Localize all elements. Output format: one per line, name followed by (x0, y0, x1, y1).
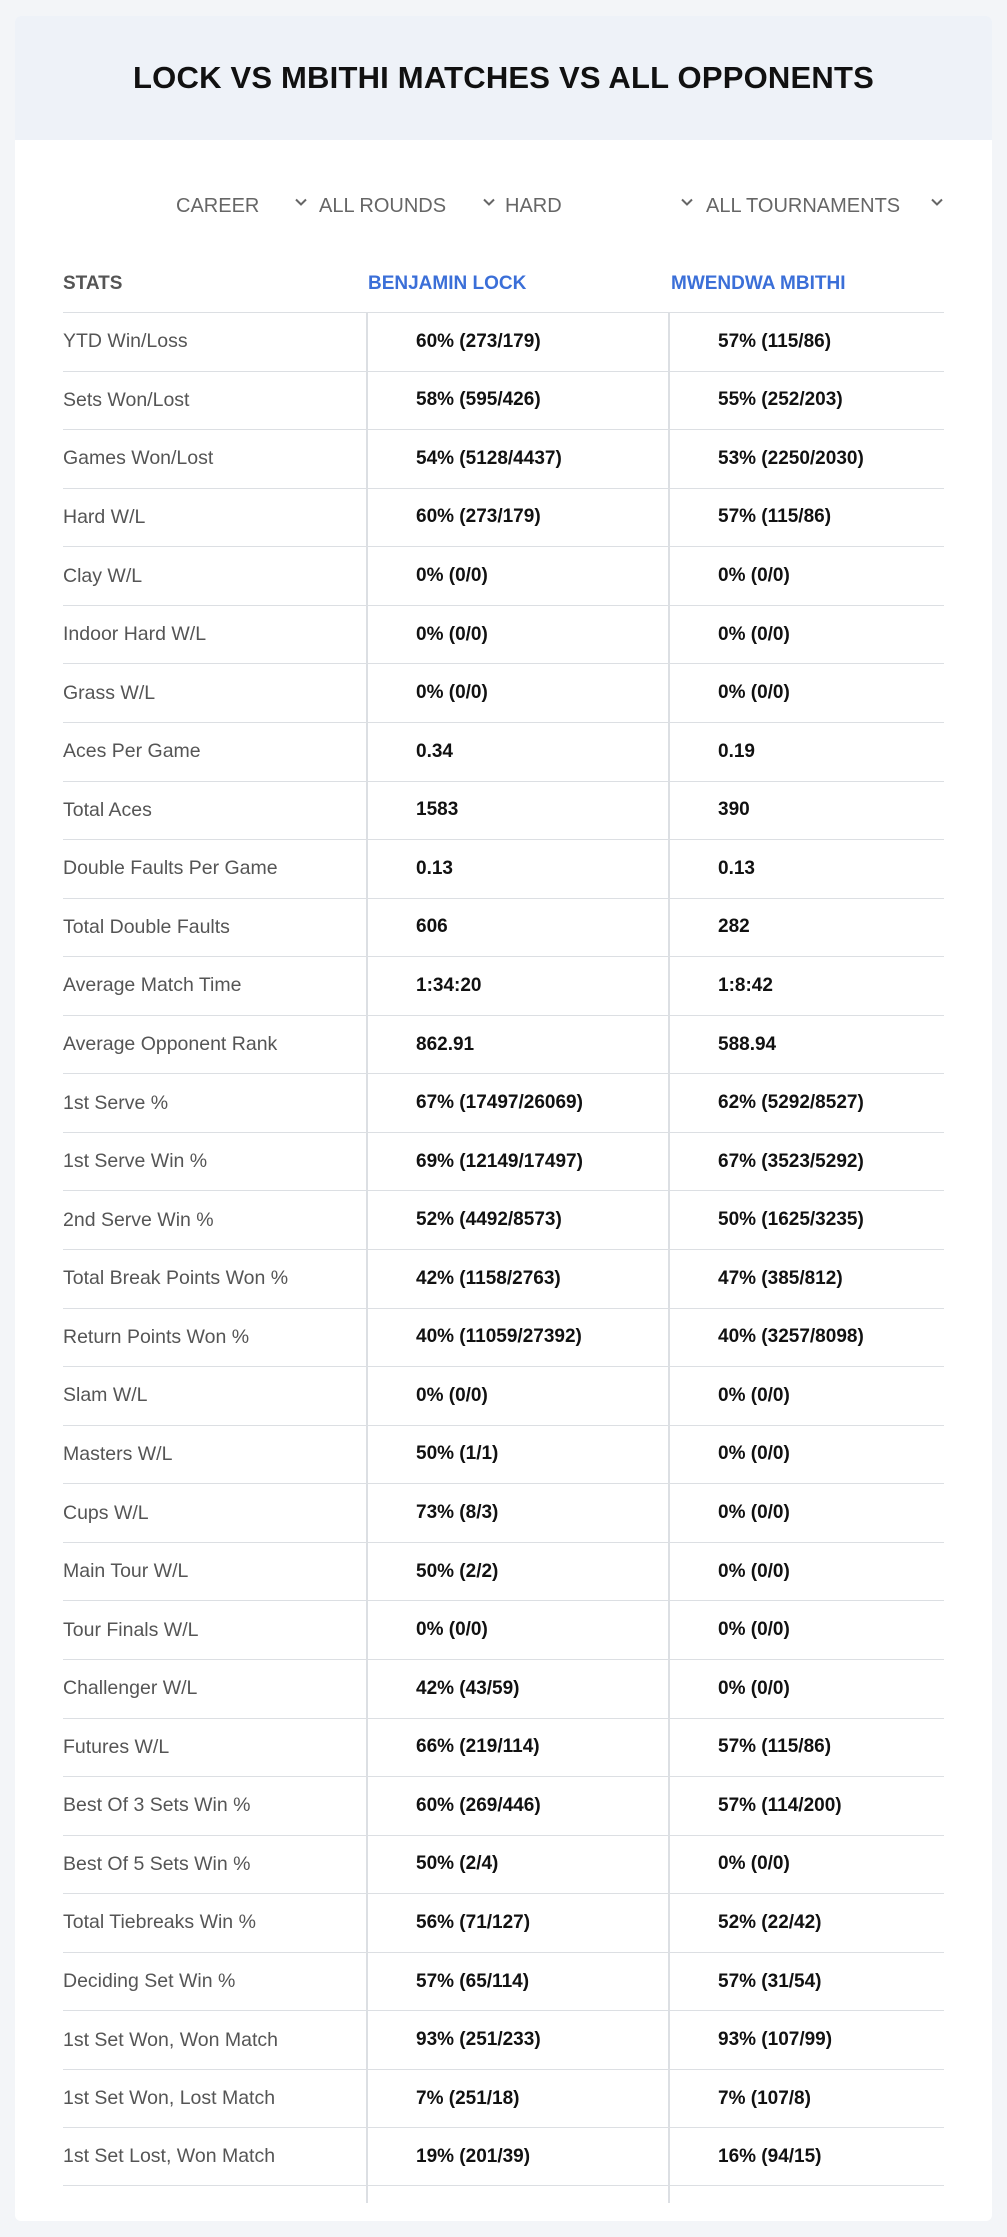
player1-stat-value: 19% (201/39) (416, 2145, 531, 2167)
table-row (63, 1073, 944, 1132)
player1-stat-value: 60% (273/179) (416, 506, 541, 528)
table-row (63, 1776, 944, 1835)
table-row (63, 1190, 944, 1249)
table-row (63, 1542, 944, 1601)
table-row (63, 1015, 944, 1074)
player2-stat-value: 50% (1625/3235) (718, 1209, 864, 1231)
table-row (63, 898, 944, 957)
surface-dropdown[interactable] (505, 186, 562, 226)
table-row (63, 722, 944, 781)
table-row (63, 839, 944, 898)
player1-stat-value: 93% (251/233) (416, 2029, 541, 2051)
player2-stat-value: 0% (0/0) (718, 1560, 790, 1582)
table-row (63, 1249, 944, 1308)
player1-stat-value: 7% (251/18) (416, 2087, 520, 2109)
player2-stat-value: 40% (3257/8098) (718, 1326, 864, 1348)
table-row (63, 1308, 944, 1367)
player1-stat-value: 60% (269/446) (416, 1794, 541, 1816)
player1-stat-value: 0% (0/0) (416, 1619, 488, 1641)
stat-label: Cups W/L (63, 1501, 149, 1524)
stats-table (63, 312, 944, 2186)
player2-stat-value: 0.13 (718, 857, 755, 879)
player2-stat-value: 0% (0/0) (718, 1502, 790, 1524)
player2-stat-value: 0% (0/0) (718, 1677, 790, 1699)
table-row (63, 605, 944, 664)
stat-label: Double Faults Per Game (63, 857, 278, 880)
stat-label: Aces Per Game (63, 740, 201, 763)
player2-stat-value: 0% (0/0) (718, 1443, 790, 1465)
stat-label: Return Points Won % (63, 1325, 250, 1348)
player2-stat-value: 57% (31/54) (718, 1970, 822, 1992)
page-title: LOCK VS MBITHI MATCHES VS ALL OPPONENTS (133, 60, 874, 95)
player1-stat-value: 606 (416, 916, 448, 938)
table-row (63, 1835, 944, 1894)
table-row (63, 2069, 944, 2128)
rounds-dropdown-value: ALL ROUNDS (319, 194, 447, 217)
tournaments-dropdown-value: ALL TOURNAMENTS (706, 194, 901, 217)
player1-stat-value: 50% (1/1) (416, 1443, 499, 1465)
player2-stat-value: 16% (94/15) (718, 2145, 822, 2167)
table-row (63, 312, 944, 371)
player1-stat-value: 73% (8/3) (416, 1502, 499, 1524)
chevron-down-icon (930, 195, 944, 209)
chevron-down-icon (680, 195, 694, 209)
player1-stat-value: 1583 (416, 799, 459, 821)
table-row (63, 371, 944, 430)
table-row (63, 2010, 944, 2069)
player1-stat-value: 1:34:20 (416, 974, 482, 996)
stat-label: Clay W/L (63, 564, 143, 587)
player1-stat-value: 0% (0/0) (416, 623, 488, 645)
player2-stat-value: 7% (107/8) (718, 2087, 811, 2109)
table-row (63, 1659, 944, 1718)
period-dropdown-value: CAREER (176, 194, 260, 217)
stat-label: Games Won/Lost (63, 447, 214, 470)
stat-label: Sets Won/Lost (63, 388, 190, 411)
stat-label: Average Match Time (63, 974, 242, 997)
player1-stat-value: 66% (219/114) (416, 1736, 540, 1758)
stat-label: Total Aces (63, 798, 152, 821)
player2-stat-value: 0% (0/0) (718, 1853, 790, 1875)
period-dropdown[interactable] (176, 186, 259, 226)
stat-label: Best Of 5 Sets Win % (63, 1852, 251, 1875)
table-row (63, 956, 944, 1015)
stats-card (15, 16, 992, 2221)
table-row (63, 1718, 944, 1777)
player1-stat-value: 50% (2/2) (416, 1560, 499, 1582)
chevron-down-icon (294, 195, 308, 209)
stat-label: Total Break Points Won % (63, 1267, 289, 1290)
stat-label: Challenger W/L (63, 1677, 198, 1700)
table-row (63, 1132, 944, 1191)
table-row (63, 429, 944, 488)
player1-stat-value: 57% (65/114) (416, 1970, 530, 1992)
table-row (63, 1425, 944, 1484)
player2-stat-value: 52% (22/42) (718, 1911, 822, 1933)
table-row (63, 663, 944, 722)
player2-stat-value: 390 (718, 799, 750, 821)
player1-stat-value: 0.34 (416, 740, 453, 762)
stat-label: Masters W/L (63, 1442, 173, 1465)
stat-label: Grass W/L (63, 681, 156, 704)
stat-label: Tour Finals W/L (63, 1618, 199, 1641)
stat-label: Total Tiebreaks Win % (63, 1911, 256, 1934)
stat-label: 1st Set Lost, Won Match (63, 2145, 276, 2168)
player1-stat-value: 0% (0/0) (416, 682, 488, 704)
stats-column-header: STATS (63, 273, 123, 294)
player1-stat-value: 69% (12149/17497) (416, 1150, 583, 1172)
player2-stat-value: 47% (385/812) (718, 1267, 843, 1289)
player2-stat-value: 0% (0/0) (718, 682, 790, 704)
chevron-down-icon (482, 195, 496, 209)
player2-link[interactable]: MWENDWA MBITHI (671, 273, 846, 294)
table-row (63, 546, 944, 605)
table-row (63, 1893, 944, 1952)
stat-label: Slam W/L (63, 1384, 148, 1407)
player2-stat-value: 0% (0/0) (718, 623, 790, 645)
player1-stat-value: 40% (11059/27392) (416, 1326, 582, 1348)
player2-stat-value: 53% (2250/2030) (718, 447, 864, 469)
player2-stat-value: 282 (718, 916, 750, 938)
player1-stat-value: 50% (2/4) (416, 1853, 499, 1875)
table-row (63, 488, 944, 547)
stat-label: Futures W/L (63, 1735, 170, 1758)
filter-bar (15, 186, 992, 226)
player1-stat-value: 862.91 (416, 1033, 475, 1055)
stat-label: Main Tour W/L (63, 1560, 189, 1583)
stat-label: Deciding Set Win % (63, 1970, 236, 1993)
table-row (63, 1366, 944, 1425)
player1-stat-value: 0.13 (416, 857, 453, 879)
player1-stat-value: 42% (43/59) (416, 1677, 520, 1699)
player2-stat-value: 1:8:42 (718, 974, 773, 996)
player2-stat-value: 93% (107/99) (718, 2029, 833, 2051)
player2-stat-value: 62% (5292/8527) (718, 1092, 864, 1114)
card-header (15, 16, 992, 140)
stat-label: 1st Serve % (63, 1091, 169, 1114)
stat-label: 1st Set Won, Won Match (63, 2028, 278, 2051)
stat-label: 1st Serve Win % (63, 1150, 208, 1173)
player1-stat-value: 56% (71/127) (416, 1911, 531, 1933)
table-row (63, 1952, 944, 2011)
player1-stat-value: 42% (1158/2763) (416, 1267, 561, 1289)
player2-stat-value: 0% (0/0) (718, 1619, 790, 1641)
player2-stat-value: 57% (115/86) (718, 330, 832, 352)
stat-label: YTD Win/Loss (63, 330, 188, 353)
table-row (63, 1483, 944, 1542)
player2-stat-value: 0% (0/0) (718, 1384, 790, 1406)
rounds-dropdown[interactable] (319, 186, 446, 226)
player2-stat-value: 57% (114/200) (718, 1794, 842, 1816)
player1-stat-value: 0% (0/0) (416, 565, 488, 587)
player1-stat-value: 54% (5128/4437) (416, 447, 562, 469)
player2-stat-value: 0% (0/0) (718, 565, 790, 587)
stat-label: 2nd Serve Win % (63, 1208, 214, 1231)
surface-dropdown-value: HARD (505, 194, 562, 217)
tournaments-dropdown[interactable] (706, 186, 900, 226)
stat-label: Average Opponent Rank (63, 1033, 278, 1056)
player1-stat-value: 67% (17497/26069) (416, 1092, 583, 1114)
player2-stat-value: 57% (115/86) (718, 506, 832, 528)
table-row (63, 2127, 944, 2186)
player2-stat-value: 67% (3523/5292) (718, 1150, 864, 1172)
player1-stat-value: 58% (595/426) (416, 389, 541, 411)
player1-stat-value: 60% (273/179) (416, 330, 541, 352)
player2-stat-value: 0.19 (718, 740, 755, 762)
player2-stat-value: 57% (115/86) (718, 1736, 832, 1758)
stat-label: 1st Set Won, Lost Match (63, 2087, 276, 2110)
player1-link[interactable]: BENJAMIN LOCK (368, 273, 527, 294)
stat-label: Indoor Hard W/L (63, 623, 207, 646)
stat-label: Total Double Faults (63, 915, 230, 938)
table-row (63, 1600, 944, 1659)
stat-label: Best Of 3 Sets Win % (63, 1794, 251, 1817)
table-row (63, 781, 944, 840)
stat-label: Hard W/L (63, 505, 146, 528)
player1-stat-value: 0% (0/0) (416, 1384, 488, 1406)
player1-stat-value: 52% (4492/8573) (416, 1209, 562, 1231)
player2-stat-value: 588.94 (718, 1033, 777, 1055)
player2-stat-value: 55% (252/203) (718, 389, 843, 411)
